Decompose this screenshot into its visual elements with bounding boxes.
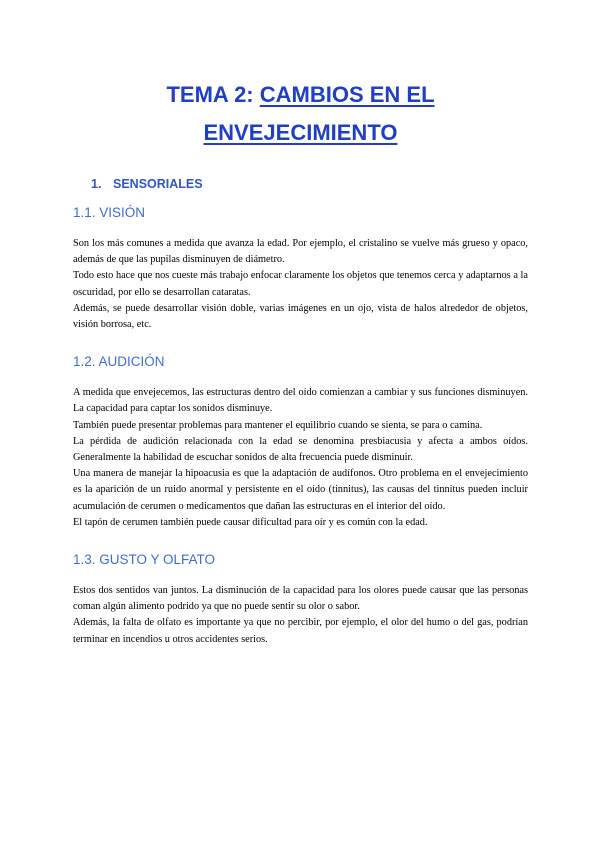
- title-prefix: TEMA 2:: [166, 82, 260, 107]
- document-title: [73, 76, 528, 152]
- title-underlined-line-1: CAMBIOS EN EL: [259, 82, 435, 107]
- paragraph: La pérdida de audición relacionada con la edad se denomina presbiacusia y afecta a ambos oídos. Generalmente la habilidad de escuchar sonidos de alta frecuencia puede disminuir.: [73, 435, 528, 464]
- paragraph: Además, la falta de olfato es importante ya que no percibir, por ejemplo, el olor del humo o del gas, podrían terminar en incendios u otros accidentes serios.: [73, 617, 528, 645]
- paragraph: Una manera de manejar la hipoacusia es que la adaptación de audífonos. Otro problema en el envejecimiento es la aparición de un ruido anormal y persistente en el oído (tinnitus), las causas del tinnitus pueden incluir acumulación de cerumen o medicamentos que dañan las estructuras en el interior del oído.: [73, 468, 528, 512]
- section-body-audicion: [73, 385, 528, 531]
- section-heading-gusto-olfato: 1.3. GUSTO Y OLFATO: [73, 552, 216, 568]
- section-heading-audicion: 1.2. AUDICIÓN: [73, 354, 165, 370]
- paragraph: Además, se puede desarrollar visión doble, varias imágenes en un ojo, vista de halos alrededor de objetos, visión borrosa, etc.: [73, 302, 528, 331]
- title-line-2: [73, 114, 528, 152]
- section-body-gusto-olfato: [73, 583, 528, 648]
- paragraph: Estos dos sentidos van juntos. La disminución de la capacidad para los olores puede causar que las personas coman algún alimento podrido ya que no puede sentir su olor o sabor.: [73, 585, 528, 613]
- heading-sensoriales: [91, 176, 528, 192]
- paragraph: El tapón de cerumen también puede causar dificultad para oír y es común con la edad.: [73, 516, 428, 528]
- paragraph: Son los más comunes a medida que avanza la edad. Por ejemplo, el cristalino se vuelve más grueso y opaco, además de que las pupilas disminuyen de diámetro.: [73, 238, 528, 266]
- heading-label: SENSORIALES: [113, 177, 203, 191]
- paragraph: A medida que envejecemos, las estructuras dentro del oído comienzan a cambiar y sus funciones disminuyen. La capacidad para captar los sonidos disminuye.: [73, 387, 528, 415]
- paragraph: También puede presentar problemas para mantener el equilibrio cuando se sienta, se para o camina.: [73, 419, 483, 431]
- title-line-1: [73, 76, 528, 114]
- title-underlined-line-2: ENVEJECIMIENTO: [203, 120, 398, 145]
- section-heading-vision: 1.1. VISIÓN: [73, 205, 146, 220]
- heading-number: 1.: [91, 177, 102, 191]
- section-body-vision: [73, 236, 528, 333]
- paragraph: Todo esto hace que nos cueste más trabajo enfocar claramente los objetos que tenemos cerca y adaptarnos a la oscuridad, por ello se desarrollan cataratas.: [73, 270, 528, 298]
